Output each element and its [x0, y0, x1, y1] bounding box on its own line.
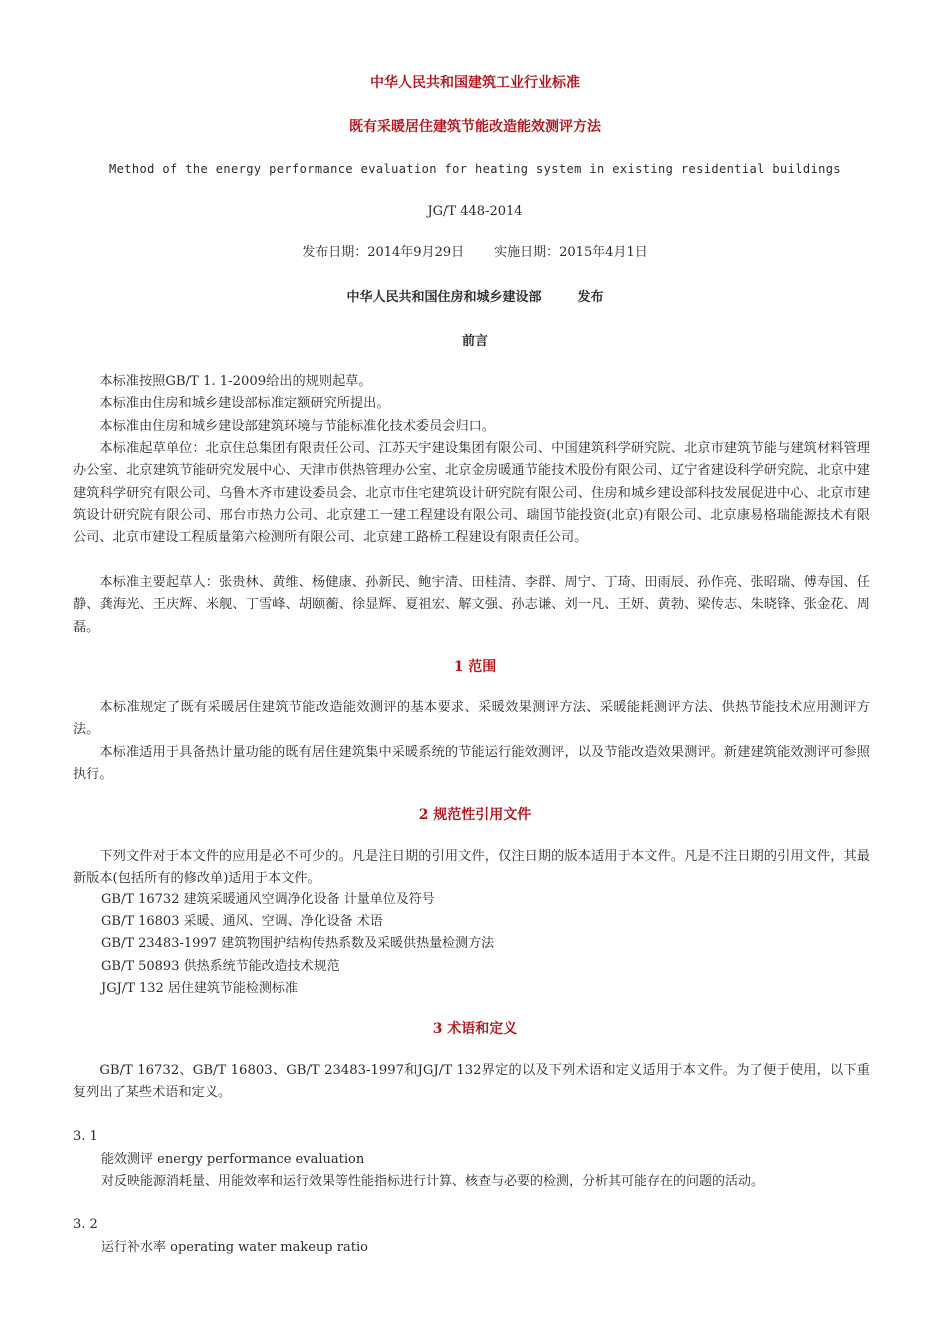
- section-2-heading: 2 规范性引用文件: [418, 807, 532, 823]
- reference-item: GB/T 50893 供热系统节能改造技术规范: [101, 959, 340, 974]
- reference-item: JGJ/T 132 居住建筑节能检测标准: [101, 981, 298, 996]
- document-title-en: Method of the energy performance evaluation for heating system in existing residential buildings: [109, 162, 841, 176]
- term-number: 3. 1: [73, 1129, 98, 1144]
- reference-item: GB/T 16732 建筑采暖通风空调净化设备 计量单位及符号: [101, 892, 435, 907]
- foreword-paragraph: 本标准由住房和城乡建设部建筑环境与节能标准化技术委员会归口。: [99, 419, 496, 434]
- section-1-paragraph: 本标准规定了既有采暖居住建筑节能改造能效测评的基本要求、采暖效果测评方法、采暖能耗测评方法、供热节能技术应用测评方法。: [73, 700, 870, 738]
- reference-item: GB/T 23483-1997 建筑物围护结构传热系数及采暖供热量检测方法: [101, 936, 495, 951]
- foreword-heading: 前言: [461, 334, 488, 349]
- term-name: 能效测评 energy performance evaluation: [101, 1152, 365, 1167]
- publish-word: 发布: [577, 290, 604, 305]
- section-1-paragraph: 本标准适用于具备热计量功能的既有居住建筑集中采暖系统的节能运行能效测评，以及节能改造效果测评。新建建筑能效测评可参照执行。: [73, 745, 870, 783]
- section-3-heading: 3 术语和定义: [432, 1021, 518, 1037]
- industry-standard-label: 中华人民共和国建筑工业行业标准: [370, 75, 580, 91]
- section-3-intro: GB/T 16732、GB/T 16803、GB/T 23483-1997和JGJ/T 132界定的以及下列术语和定义适用于本文件。为了便于使用，以下重复列出了某些术语和定义。: [73, 1063, 870, 1101]
- publisher-line: [0, 288, 950, 308]
- reference-item: GB/T 16803 采暖、通风、空调、净化设备 术语: [101, 914, 383, 929]
- term-number: 3. 2: [73, 1217, 98, 1232]
- foreword-paragraph: 本标准按照GB/T 1. 1-2009给出的规则起草。: [99, 374, 372, 389]
- implement-date: 实施日期：2015年4月1日: [494, 245, 648, 260]
- foreword-paragraph: 本标准由住房和城乡建设部标准定额研究所提出。: [99, 396, 390, 411]
- term-definition: 对反映能源消耗量、用能效率和运行效果等性能指标进行计算、核查与必要的检测，分析其可能存在的问题的活动。: [101, 1174, 765, 1189]
- dates-line: [0, 243, 950, 263]
- publisher: 中华人民共和国住房和城乡建设部: [346, 290, 542, 305]
- issue-date: 发布日期：2014年9月29日: [302, 245, 465, 260]
- document-title-cn: 既有采暖居住建筑节能改造能效测评方法: [349, 119, 601, 135]
- foreword-drafting-units: 本标准起草单位：北京住总集团有限责任公司、江苏天宇建设集团有限公司、中国建筑科学研究院、北京市建筑节能与建筑材料管理办公室、北京建筑节能研究发展中心、天津市供热管理办公室、北京金房暖通节能技术股份有限公司、辽宁省建设科学研究院、北京中建建筑科学研究有限公司、乌鲁木齐市建设委员会、北京市住宅建筑设计研究院有限公司、住房和城乡建设部科技发展促进中心、北京市建筑设计研究院有限公司、邢台市热力公司、北京建工一建工程建设有限公司、瑞国节能投资(北京)有限公司、北京康易格瑞能源技术有限公司、北京市建设工程质量第六检测所有限公司、北京建工路桥工程建设有限责任公司。: [73, 441, 870, 546]
- term-name: 运行补水率 operating water makeup ratio: [101, 1240, 368, 1255]
- section-1-heading: 1 范围: [453, 659, 497, 675]
- section-2-intro: 下列文件对于本文件的应用是必不可少的。凡是注日期的引用文件，仅注日期的版本适用于本文件。凡是不注日期的引用文件，其最新版本(包括所有的修改单)适用于本文件。: [73, 849, 870, 887]
- standard-code: JG/T 448-2014: [427, 204, 523, 219]
- foreword-drafters: 本标准主要起草人：张贵林、黄维、杨健康、孙新民、鲍宇清、田桂清、李群、周宁、丁琦、田雨辰、孙作亮、张昭瑞、傅寿国、任静、龚海光、王庆辉、米舰、丁雪峰、胡颐蘅、徐显辉、夏祖宏、解文强、孙志谦、刘一凡、王妍、黄勃、梁传志、朱晓锋、张金花、周磊。: [73, 575, 870, 635]
